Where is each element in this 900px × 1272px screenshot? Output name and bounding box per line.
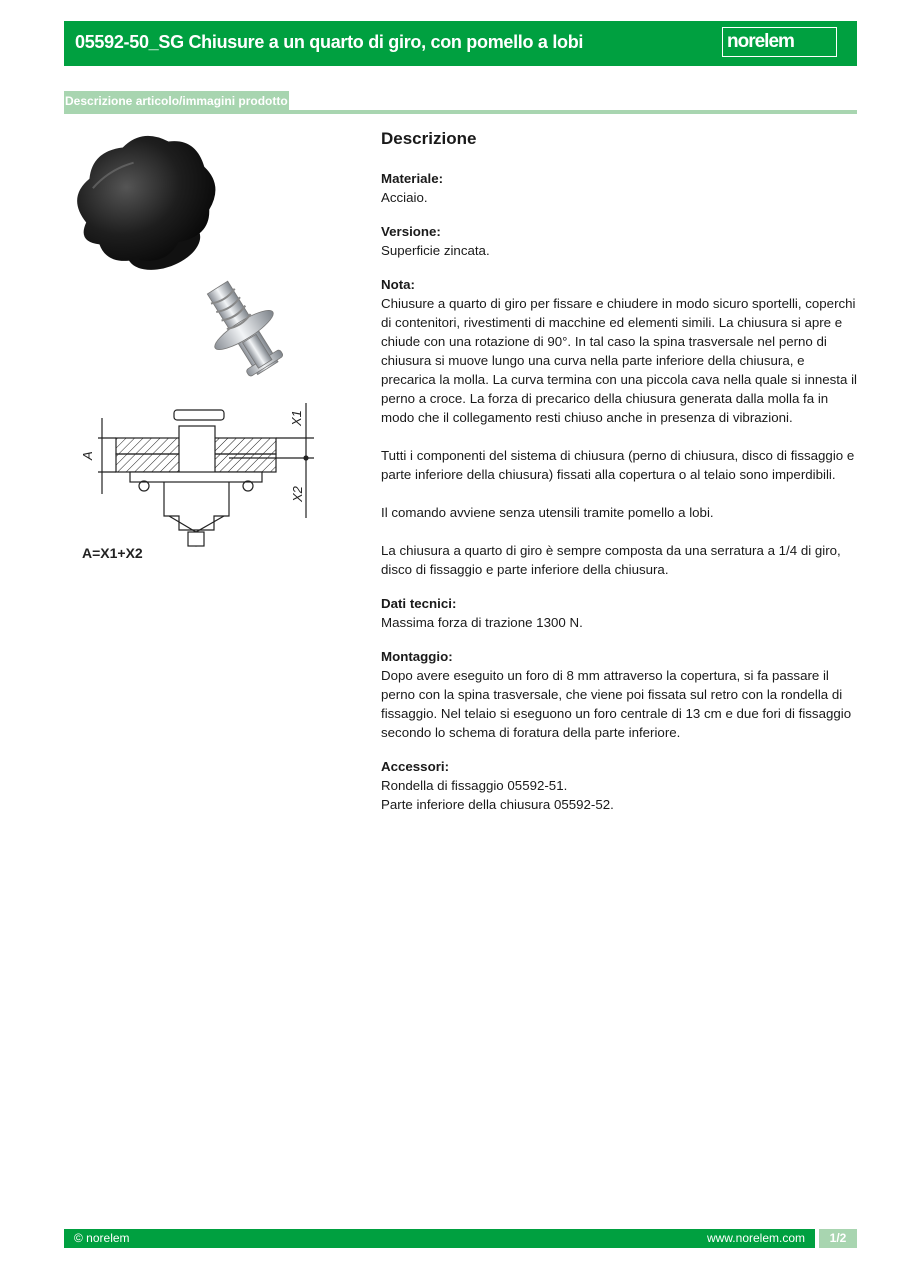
footer-copyright: © norelem — [74, 1231, 130, 1245]
product-photo — [64, 130, 320, 390]
version-label: Versione: — [381, 224, 441, 239]
footer-website-link[interactable]: www.norelem.com — [706, 1231, 805, 1245]
mount-label: Montaggio: — [381, 649, 453, 664]
tech-value: Massima forza di trazione 1300 N. — [381, 615, 583, 630]
tech-label: Dati tecnici: — [381, 596, 457, 611]
version-block — [381, 222, 857, 260]
logo-text: norelem — [727, 31, 794, 52]
accessory-item: Parte inferiore della chiusura 05592-52. — [381, 797, 614, 812]
section-tab: Descrizione articolo/immagini prodotto — [64, 91, 289, 111]
accessories-label: Accessori: — [381, 759, 449, 774]
note-paragraph: Tutti i componenti del sistema di chiusura (perno di chiusura, disco di fissaggio e parte inferiore della chiusura) fissati alla copertura o al telaio sono imperdibili. — [381, 448, 855, 482]
page-title: 05592-50_SG Chiusure a un quarto di giro, con pomello a lobi — [75, 32, 584, 52]
norelem-logo — [722, 27, 837, 57]
note-paragraph: La chiusura a quarto di giro è sempre composta da una serratura a 1/4 di giro, disco di fissaggio e parte inferiore della chiusura. — [381, 543, 841, 577]
page-footer — [64, 1229, 857, 1248]
accessory-item: Rondella di fissaggio 05592-51. — [381, 778, 568, 793]
material-block — [381, 169, 857, 207]
dim-label-a: A — [80, 451, 95, 460]
technical-drawing — [64, 398, 320, 568]
note-label: Nota: — [381, 277, 415, 292]
material-label: Materiale: — [381, 171, 444, 186]
note-block — [381, 275, 857, 579]
page-number: 1/2 — [819, 1229, 857, 1248]
description-heading: Descrizione — [381, 129, 477, 148]
mount-block — [381, 647, 857, 742]
note-paragraph: Il comando avviene senza utensili tramite pomello a lobi. — [381, 505, 714, 520]
accessories-block — [381, 757, 857, 814]
description-content — [381, 128, 857, 829]
version-value: Superficie zincata. — [381, 243, 490, 258]
page-header — [64, 21, 857, 66]
note-paragraph: Chiusure a quarto di giro per fissare e chiudere in modo sicuro sportelli, coperchi di contenitori, rivestimenti di macchine ed elementi simili. La chiusura si apre e chiude con una rotazione di 90°. In tal caso la spina trasversale nel perno di chiusura si muove lungo una curva nella parte inferiore della chiusura, e precarica la molla. La curva termina con una piccola cava nella quale si innesta il perno a croce. La forza di precarico della chiusura generata dalla molla fa in modo che il collegamento resti chiuso anche in presenza di vibrazioni. — [381, 296, 857, 425]
dim-label-x2: X2 — [290, 486, 305, 502]
dim-label-x1: X1 — [289, 410, 304, 426]
mount-value: Dopo avere eseguito un foro di 8 mm attraverso la copertura, si fa passare il perno con la spina trasversale, che viene poi fissata sul retro con la rondella di fissaggio. Nel telaio si eseguono un foro centrale di 13 cm e due fori di fissaggio secondo lo schema di foratura della parte inferiore. — [381, 668, 852, 740]
dim-formula: A=X1+X2 — [82, 545, 143, 561]
tech-block — [381, 594, 857, 632]
material-value: Acciaio. — [381, 190, 428, 205]
